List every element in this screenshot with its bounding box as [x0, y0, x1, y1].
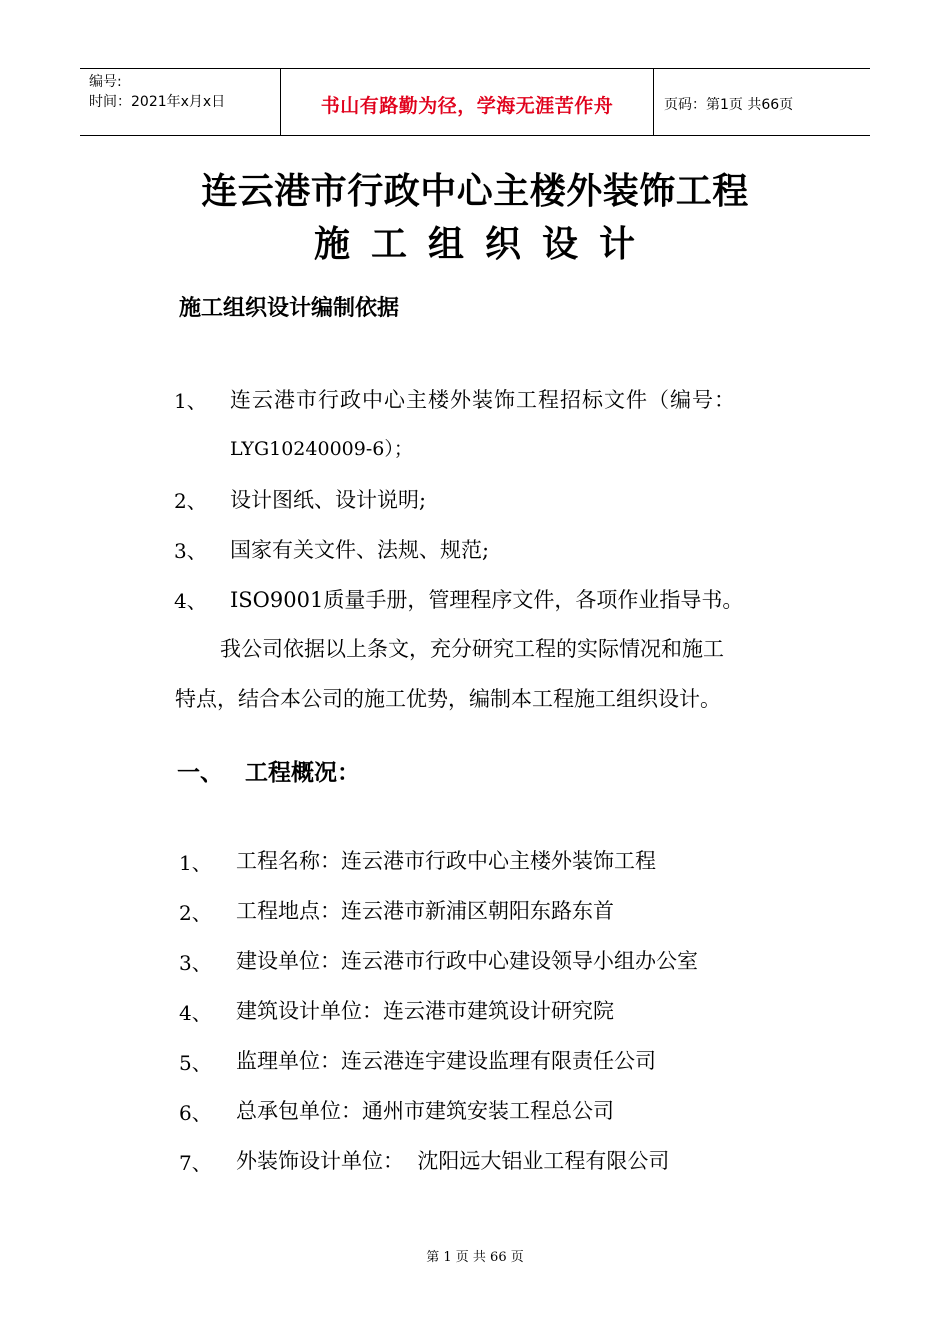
- basis-item-1-num: 1、: [174, 389, 207, 413]
- basis-paragraph-line-2: 特点，结合本公司的施工优势，编制本工程施工组织设计。: [175, 687, 721, 711]
- basis-paragraph-line-1: 我公司依据以上条文，充分研究工程的实际情况和施工: [220, 637, 724, 661]
- header-motto: 书山有路勤为径，学海无涯苦作舟: [281, 69, 654, 135]
- basis-heading: 施工组织设计编制依据: [179, 296, 400, 321]
- time-label: 时间：2021年x月x日: [89, 94, 226, 110]
- code-label: 编号:: [89, 74, 122, 90]
- overview-heading: 工程概况：: [245, 760, 360, 786]
- basis-item-2-num: 2、: [174, 489, 207, 513]
- overview-item-6-text: 总承包单位：通州市建筑安装工程总公司: [236, 1099, 614, 1123]
- basis-item-2-text: 设计图纸、设计说明;: [230, 488, 427, 512]
- overview-item-2-text: 工程地点：连云港市新浦区朝阳东路东首: [236, 899, 614, 923]
- overview-item-5-text: 监理单位：连云港连宇建设监理有限责任公司: [236, 1049, 656, 1073]
- header-page-info: 页码：第1页 共66页: [664, 97, 794, 113]
- basis-item-1-text: 连云港市行政中心主楼外装饰工程招标文件（编号：: [230, 388, 736, 412]
- header-table: [80, 68, 870, 136]
- overview-item-7-text: 外装饰设计单位： 沈阳远大铝业工程有限公司: [236, 1149, 670, 1173]
- basis-item-4-text: ISO9001质量手册，管理程序文件，各项作业指导书。: [230, 588, 744, 612]
- overview-item-1-num: 1、: [179, 851, 212, 875]
- overview-item-2-num: 2、: [179, 901, 212, 925]
- document-subtitle: 施工组织设计: [313, 224, 656, 265]
- basis-item-3-num: 3、: [174, 539, 207, 563]
- basis-item-1-cont: LYG10240009-6）；: [230, 438, 413, 460]
- header-meta-cell: [80, 69, 281, 135]
- basis-item-4-num: 4、: [174, 589, 207, 613]
- page-footer: 第 1 页 共 66 页: [426, 1250, 524, 1265]
- overview-item-3-text: 建设单位：连云港市行政中心建设领导小组办公室: [236, 949, 698, 973]
- overview-item-3-num: 3、: [179, 951, 212, 975]
- overview-item-5-num: 5、: [179, 1051, 212, 1075]
- overview-number: 一、: [177, 760, 223, 786]
- document-title: 连云港市行政中心主楼外装饰工程: [201, 171, 749, 212]
- overview-item-6-num: 6、: [179, 1101, 212, 1125]
- overview-item-4-text: 建筑设计单位：连云港市建筑设计研究院: [236, 999, 614, 1023]
- overview-item-7-num: 7、: [179, 1151, 212, 1175]
- overview-item-4-num: 4、: [179, 1001, 212, 1025]
- overview-item-1-text: 工程名称：连云港市行政中心主楼外装饰工程: [236, 849, 656, 873]
- basis-item-3-text: 国家有关文件、法规、规范;: [230, 538, 490, 562]
